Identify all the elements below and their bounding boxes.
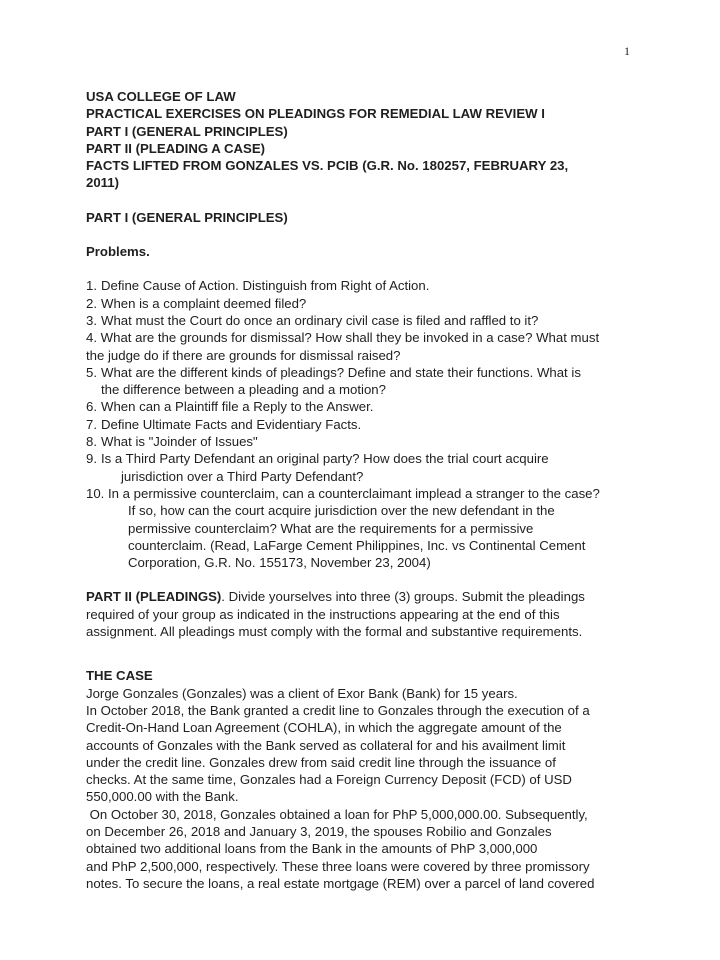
problem-text-line: the difference between a pleading and a motion? (101, 382, 386, 398)
problem-text-line: Corporation, G.R. No. 155173, November 23, 2004) (128, 555, 431, 571)
problem-text-line: Is a Third Party Defendant an original party? How does the trial court acquire (101, 451, 549, 467)
problem-text-line: Define Cause of Action. Distinguish from Right of Action. (101, 278, 430, 294)
problem-number: 6. (86, 399, 97, 415)
problem-number: 8. (86, 434, 97, 450)
part2-first-line (86, 588, 646, 605)
problem-number: 9. (86, 451, 97, 467)
case-text-line: On October 30, 2018, Gonzales obtained a loan for PhP 5,000,000.00. Subsequently, (86, 806, 588, 822)
problem-number: 2. (86, 295, 97, 311)
problem-number: 4. (86, 330, 97, 346)
problem-number: 3. (86, 312, 97, 328)
problem-number: 5. (86, 364, 97, 380)
problem-item (86, 416, 646, 433)
case-text-line: and PhP 2,500,000, respectively. These three loans were covered by three promissory (86, 858, 590, 874)
part2-text-line: . Divide yourselves into three (3) groups. Submit the pleadings (221, 589, 585, 605)
header-line: 2011) (86, 175, 120, 191)
problem-text-line: counterclaim. (Read, LaFarge Cement Philippines, Inc. vs Continental Cement (128, 537, 586, 553)
case-text-line: on December 26, 2018 and January 3, 2019, the spouses Robilio and Gonzales (86, 823, 552, 839)
case-text-line: Jorge Gonzales (Gonzales) was a client of Exor Bank (Bank) for 15 years. (86, 685, 518, 701)
header-line: PRACTICAL EXERCISES ON PLEADINGS FOR REMEDIAL LAW REVIEW I (86, 106, 545, 122)
problem-item (86, 295, 646, 312)
problems-list (86, 277, 646, 571)
part2-heading: PART II (PLEADINGS) (86, 589, 222, 605)
document-header (86, 88, 646, 192)
problem-text-line: Define Ultimate Facts and Evidentiary Facts. (101, 416, 362, 432)
case-text-line: 550,000.00 with the Bank. (86, 789, 239, 805)
case-paragraph (86, 685, 646, 893)
case-text-line: obtained two additional loans from the Bank in the amounts of PhP 3,000,000 (86, 841, 538, 857)
problem-text-line: the judge do if there are grounds for dismissal raised? (86, 347, 401, 363)
case-text-line: In October 2018, the Bank granted a credit line to Gonzales through the execution of a (86, 702, 590, 718)
problems-heading: Problems. (86, 244, 150, 260)
header-line: USA COLLEGE OF LAW (86, 89, 236, 104)
case-text-line: notes. To secure the loans, a real estate mortgage (REM) over a parcel of land covered (86, 875, 595, 891)
case-text-line: Credit-On-Hand Loan Agreement (COHLA), in which the aggregate amount of the (86, 720, 562, 736)
header-line: FACTS LIFTED FROM GONZALES VS. PCIB (G.R. No. 180257, FEBRUARY 23, (86, 158, 569, 174)
case-text-line: checks. At the same time, Gonzales had a Foreign Currency Deposit (FCD) of USD (86, 772, 572, 788)
problem-item (86, 485, 646, 571)
header-line: PART I (GENERAL PRINCIPLES) (86, 123, 288, 139)
problem-item (86, 364, 646, 399)
case-text-line: accounts of Gonzales with the Bank served as collateral for and his availment limit (86, 737, 566, 753)
header-line: PART II (PLEADING A CASE) (86, 140, 266, 156)
problem-item (86, 312, 646, 329)
problem-item (86, 329, 646, 364)
part2-paragraph (86, 588, 646, 640)
problem-text-line: If so, how can the court acquire jurisdiction over the new defendant in the (128, 503, 555, 519)
page-number: 1 (624, 44, 630, 58)
document-body (86, 88, 646, 892)
problem-text-line: What are the different kinds of pleadings? Define and state their functions. What is (101, 364, 581, 380)
problem-text-line: What are the grounds for dismissal? How shall they be invoked in a case? What must (100, 330, 600, 346)
problem-number: 10. (86, 485, 105, 501)
problem-text-line: permissive counterclaim? What are the requirements for a permissive (128, 520, 534, 536)
problem-text-line: jurisdiction over a Third Party Defendant? (121, 468, 364, 484)
case-text-line: under the credit line. Gonzales drew from said credit line through the issuance of (86, 754, 556, 770)
problem-text-line: When can a Plaintiff file a Reply to the Answer. (101, 399, 374, 415)
problem-item (86, 398, 646, 415)
problem-number: 1. (86, 278, 97, 294)
part1-heading: PART I (GENERAL PRINCIPLES) (86, 209, 288, 225)
part2-text-line: required of your group as indicated in the instructions appearing at the end of this (86, 606, 560, 622)
problem-item (86, 450, 646, 485)
problem-item (86, 277, 646, 294)
case-heading: THE CASE (86, 668, 153, 684)
problem-item (86, 433, 646, 450)
problem-text-line: What must the Court do once an ordinary civil case is filed and raffled to it? (101, 312, 539, 328)
problem-number: 7. (86, 416, 97, 432)
problem-text-line: What is "Joinder of Issues" (101, 434, 258, 450)
problem-text-line: When is a complaint deemed filed? (101, 295, 307, 311)
problem-text-line: In a permissive counterclaim, can a counterclaimant implead a stranger to the case? (108, 485, 600, 501)
part2-text-line: assignment. All pleadings must comply with the formal and substantive requirements. (86, 624, 583, 640)
